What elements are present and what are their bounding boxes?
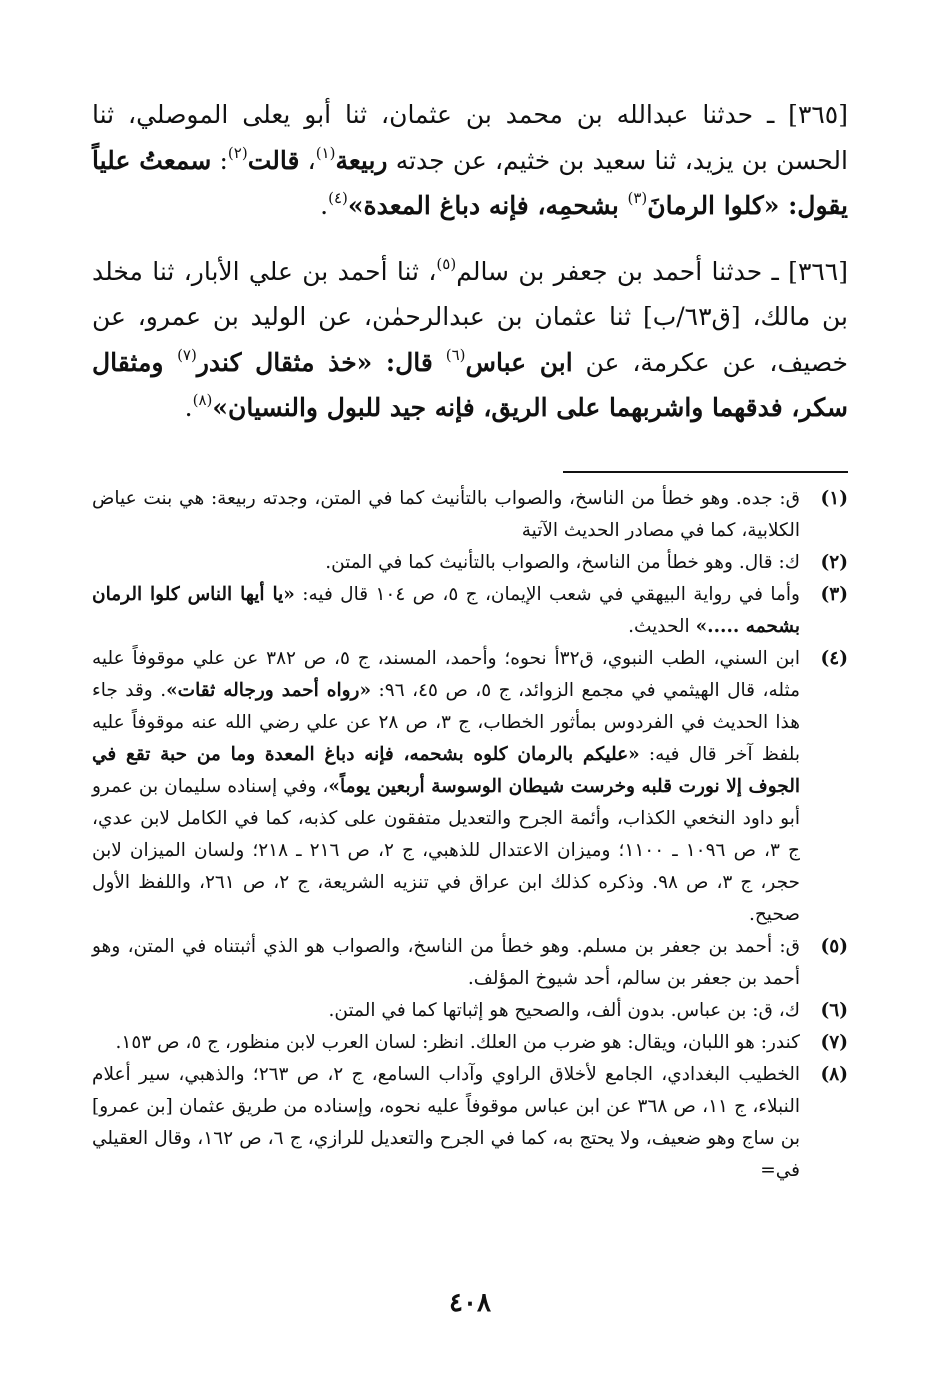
footnote-text xyxy=(92,547,800,579)
footnote-ref: (٣) xyxy=(627,188,648,207)
footnote-text xyxy=(92,1059,800,1187)
footnote xyxy=(92,579,848,643)
text-run: . xyxy=(184,393,193,422)
text-run: [٣٦٥] ـ حدثنا عبدالله بن محمد بن عثمان، ثنا أبو يعلى الموصلي، ثنا الحسن بن يزيد، ثنا سعيد بن خثيم، عن جدته xyxy=(92,100,848,175)
text-run: ، xyxy=(299,145,316,175)
footnote-ref: (١) xyxy=(315,143,336,162)
footnotes xyxy=(92,483,848,1187)
text-run: ك، ق: بن عباس. بدون ألف، والصحيح هو إثباتها كما في المتن. xyxy=(328,999,800,1021)
emphasized-text: قالت xyxy=(247,145,300,175)
footnote-number: (٥) xyxy=(820,935,848,957)
emphasized-text: «رواه أحمد ورجاله ثقات» xyxy=(166,679,372,701)
text-run: ق: جده. وهو خطأ من الناسخ، والصواب بالتأنيث كما في المتن، وجدته ربيعة: هي بنت عياض الكلابية، كما في مصادر الحديث الآتية xyxy=(92,487,800,541)
text-run: [٣٦٦] ـ حدثنا أحمد بن جعفر بن سالم xyxy=(456,256,848,286)
emphasized-text: «عليكم بالرمان كلوه بشحمه، فإنه دباغ المعدة وما من حبة تقع في الجوف إلا نورت قلبه وخرست شيطان الوسوسة أربعين يوماً» xyxy=(92,743,800,797)
emphasized-text: ربيعة xyxy=(335,145,388,175)
emphasized-text: قال: «خذ مثقال كندر xyxy=(196,347,433,377)
hadith-paragraph-h366 xyxy=(92,249,848,431)
text-run: الخطيب البغدادي، الجامع لأخلاق الراوي وآداب السامع، ج ٢، ص ٢٦٣؛ والذهبي، سير أعلام النبلاء، ج ١١، ص ٣٦٨ عن ابن عباس موقوفاً عليه نحوه، وإسناده من طريق عثمان [بن عمرو] بن ساج وهو ضعيف، ولا يحتج به، كما في الجرح والتعديل للرازي، ج ٦، ص ١٦٢، وقال العقيلي في= xyxy=(92,1063,801,1181)
text-run: ق: أحمد بن جعفر بن مسلم. وهو خطأ من الناسخ، والصواب هو الذي أثبتناه في المتن، وهو أحمد بن جعفر بن سالم، أحد شيوخ المؤلف. xyxy=(92,935,800,989)
text-run: . وقد جاء هذا الحديث في الفردوس بمأثور الخطاب، ج ٣، ص ٢٨ عن علي رضي الله عنه موقوفاً عليه بلفظ آخر قال فيه: xyxy=(92,679,800,765)
emphasized-text: «يا أيها الناس كلوا الرمان بشحمه .....» xyxy=(92,583,800,637)
text-run xyxy=(433,348,446,377)
footnote-number: (١) xyxy=(820,487,848,509)
footnote-text xyxy=(92,1027,800,1059)
footnote xyxy=(92,995,848,1027)
footnote-text xyxy=(92,931,800,995)
emphasized-text: ابن عباس xyxy=(465,347,573,377)
footnote-ref: (٨) xyxy=(192,390,213,409)
footnote xyxy=(92,643,848,931)
footnote-text xyxy=(92,579,800,643)
emphasized-text: سمعتُ علياً يقول: «كلوا الرمانَ xyxy=(92,145,848,220)
text-run: الحديث. xyxy=(628,615,696,637)
page-number: ٤٠٨ xyxy=(449,1288,491,1318)
text-run: كندر: هو اللبان، ويقال: هو ضرب من العلك. انظر: لسان العرب لابن منظور، ج ٥، ص ١٥٣. xyxy=(115,1031,800,1053)
footnote-ref: (٢) xyxy=(227,143,248,162)
footnote-ref: (٥) xyxy=(436,254,457,273)
footnote-ref: (٧) xyxy=(177,345,197,364)
footnote-number: (٢) xyxy=(820,551,848,573)
footnote-number: (٨) xyxy=(820,1063,848,1085)
main-text xyxy=(92,92,848,431)
footnote-text xyxy=(92,995,800,1027)
text-run: : xyxy=(211,145,228,175)
footnote-ref: (٦) xyxy=(445,345,466,364)
text-run: ، ثنا أحمد بن علي الأبار، ثنا مخلد بن مالك، [ق٦٣/ب] ثنا عثمان بن عبدالرحمٰن، عن الوليد بن عمرو، عن خصيف، عن عكرمة، عن xyxy=(92,256,849,377)
footnote-text xyxy=(92,483,800,547)
text-run: وأما في رواية البيهقي في شعب الإيمان، ج ٥، ص ١٠٤ قال فيه: xyxy=(294,583,800,605)
text-run: . xyxy=(320,191,329,220)
footnote-text xyxy=(92,643,800,931)
text-run: ابن السني، الطب النبوي، ق٣٢أ نحوه؛ وأحمد، المسند، ج ٥، ص ٣٨٢ عن علي موقوفاً عليه مثله، قال الهيثمي في مجمع الزوائد، ج ٥، ص ٤٥، ٩٦: xyxy=(92,647,801,701)
emphasized-text: بشحمِه، فإنه دباغ المعدة» xyxy=(347,191,628,220)
footnote-number: (٤) xyxy=(820,647,848,669)
footnote-number: (٣) xyxy=(820,583,848,605)
footnote-number: (٦) xyxy=(820,999,848,1021)
footnote xyxy=(92,1027,848,1059)
footnote-separator xyxy=(563,471,848,473)
footnote-number: (٧) xyxy=(820,1031,848,1053)
footnote-ref: (٤) xyxy=(328,188,348,207)
footnote xyxy=(92,547,848,579)
footnote xyxy=(92,483,848,547)
hadith-paragraph-h365 xyxy=(92,92,848,229)
text-run: ، وفي إسناده سليمان بن عمرو أبو داود النخعي الكذاب، وأئمة الجرح والتعديل متفقون على كذبه، كما في الكامل لابن عدي، ج ٣، ص ١٠٩٦ ـ ١١٠٠؛ وميزان الاعتدال للذهبي، ج ٢، ص ٢١٦ ـ ٢١٨؛ ولسان الميزان لابن حجر، ج ٣، ص ٩٨. وذكره كذلك ابن عراق في تنزيه الشريعة، ج ٢، ص ٢٦١، واللفظ الأول صحيح. xyxy=(92,775,801,925)
text-run: ك: قال. وهو خطأ من الناسخ، والصواب بالتأنيث كما في المتن. xyxy=(325,551,800,573)
footnote xyxy=(92,931,848,995)
emphasized-text: ومثقال سكر، فدقهما واشربهما على الريق، فإنه جيد للبول والنسيان» xyxy=(92,347,848,422)
footnote xyxy=(92,1059,848,1187)
